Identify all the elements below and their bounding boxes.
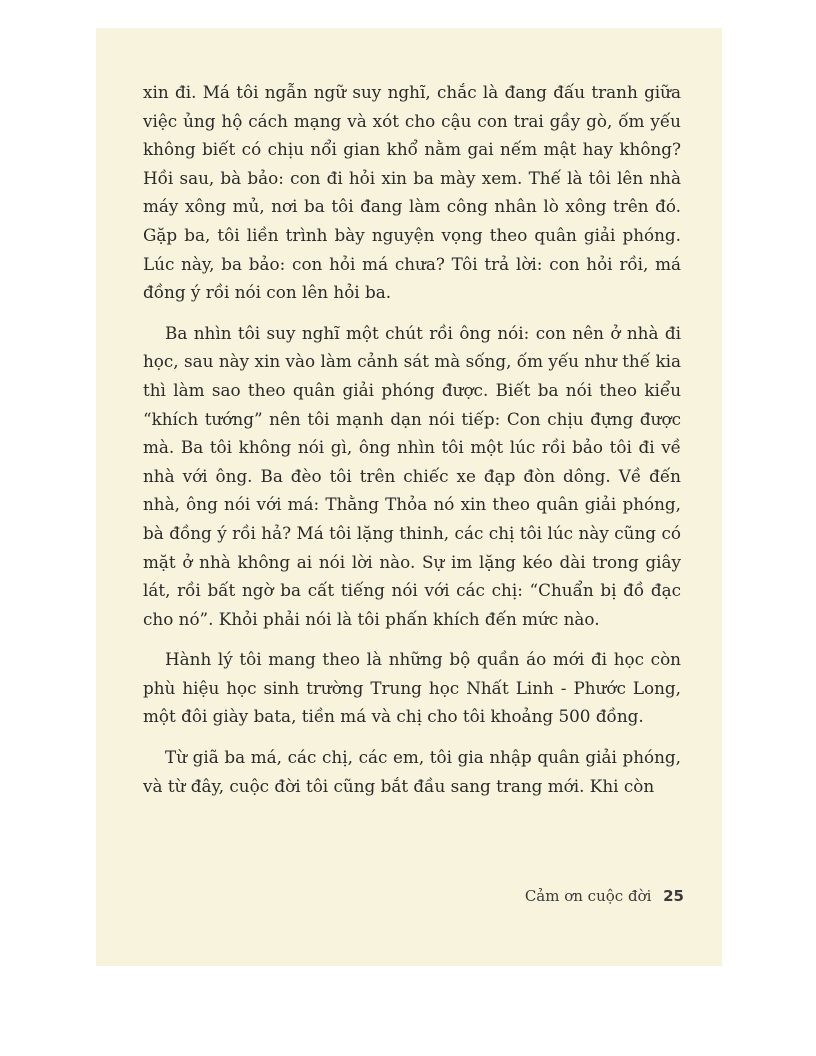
paragraph-4: Từ giã ba má, các chị, các em, tôi gia nhập quân giải phóng, và từ đây, cuộc đời tôi cũng bắt đầu sang trang mới. Khi còn <box>143 747 681 796</box>
page-footer <box>525 887 684 906</box>
body-text <box>143 78 681 812</box>
book-title: Cảm ơn cuộc đời <box>524 887 652 905</box>
paragraph-3: Hành lý tôi mang theo là những bộ quần áo mới đi học còn phù hiệu học sinh trường Trung học Nhất Linh - Phước Long, một đôi giày bata, tiền má và chị cho tôi khoảng 500 đồng. <box>143 649 681 727</box>
paragraph-2: Ba nhìn tôi suy nghĩ một chút rồi ông nói: con nên ở nhà đi học, sau này xin vào làm cảnh sát mà sống, ốm yếu như thế kia thì làm sao theo quân giải phóng được. Biết ba nói theo kiểu “khích tướng” nên tôi mạnh dạn nói tiếp: Con chịu đựng được mà. Ba tôi không nói gì, ông nhìn tôi một lúc rồi bảo tôi đi về nhà với ông. Ba đèo tôi trên chiếc xe đạp đòn dông. Về đến nhà, ông nói với má: Thằng Thỏa nó xin theo quân giải phóng, bà đồng ý rồi hả? Má tôi lặng thinh, các chị tôi lúc này cũng có mặt ở nhà không ai nói lời nào. Sự im lặng kéo dài trong giây lát, rồi bất ngờ ba cất tiếng nói với các chị: “Chuẩn bị đồ đạc cho nó”. Khỏi phải nói là tôi phấn khích đến mức nào. <box>143 322 681 629</box>
page-number: 25 <box>663 887 684 905</box>
paragraph-1: xin đi. Má tôi ngẫn ngữ suy nghĩ, chắc là đang đấu tranh giữa việc ủng hộ cách mạng và xót cho cậu con trai gầy gò, ốm yếu không biết có chịu nổi gian khổ nằm gai nếm mật hay không? Hồi sau, bà bảo: con đi hỏi xin ba mày xem. Thế là tôi lên nhà máy xông mủ, nơi ba tôi đang làm công nhân lò xông trên đó. Gặp ba, tôi liền trình bày nguyện vọng theo quân giải phóng. Lúc này, ba bảo: con hỏi má chưa? Tôi trả lời: con hỏi rồi, má đồng ý rồi nói con lên hỏi ba. <box>143 82 681 303</box>
book-page <box>96 28 722 966</box>
